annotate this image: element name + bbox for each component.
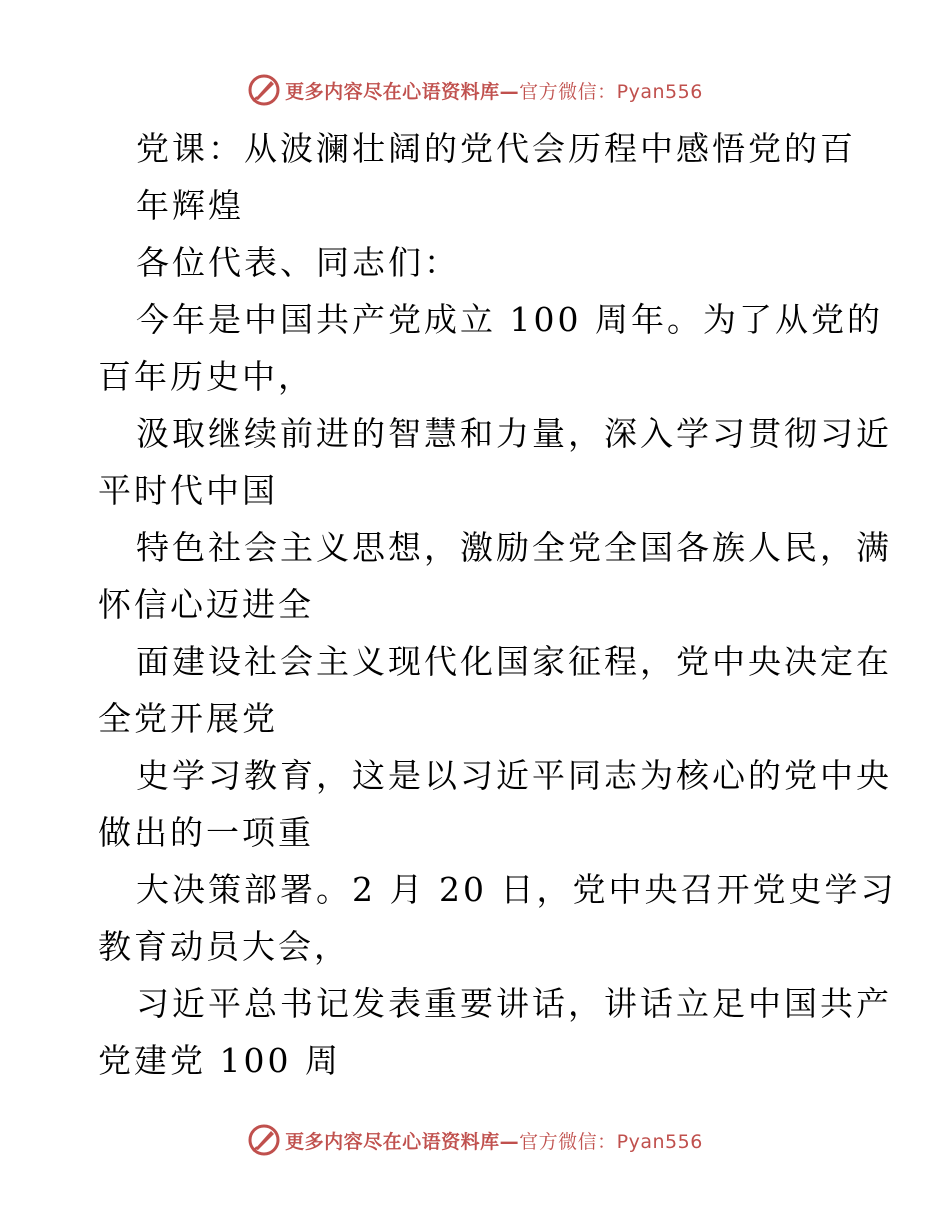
body-line: 百年历史中， — [98, 357, 314, 396]
banner-dash: — — [499, 80, 520, 103]
banner-wechat-text: 官方微信：Pyan556 — [519, 1130, 703, 1153]
quill-logo-icon — [247, 73, 281, 107]
document-body — [98, 120, 897, 1089]
body-line: 全党开展党 — [98, 699, 278, 738]
body-line: 做出的一项重 — [98, 813, 314, 852]
document-title-line-1: 党课：从波澜壮阔的党代会历程中感悟党的百 — [136, 129, 856, 168]
body-line: 平时代中国 — [98, 471, 278, 510]
banner-text — [285, 1127, 703, 1154]
header-banner — [0, 70, 950, 110]
body-line: 今年是中国共产党成立 100 周年。为了从党的 — [136, 300, 883, 339]
body-line: 习近平总书记发表重要讲话，讲话立足中国共产 — [136, 984, 892, 1023]
quill-logo-icon — [247, 1123, 281, 1157]
greeting: 各位代表、同志们： — [136, 243, 460, 282]
banner-text — [285, 77, 703, 104]
body-line: 汲取继续前进的智慧和力量，深入学习贯彻习近 — [136, 414, 892, 453]
banner-site-text: 更多内容尽在心语资料库 — [285, 1130, 500, 1153]
body-paragraph — [98, 291, 897, 1089]
document-title-line-2: 年辉煌 — [136, 186, 244, 225]
body-line: 史学习教育，这是以习近平同志为核心的党中央 — [136, 756, 892, 795]
body-line: 怀信心迈进全 — [98, 585, 314, 624]
body-line: 面建设社会主义现代化国家征程，党中央决定在 — [136, 642, 892, 681]
banner-wechat-text: 官方微信：Pyan556 — [519, 80, 703, 103]
body-line: 党建党 100 周 — [98, 1041, 341, 1080]
banner-dash: — — [499, 1130, 520, 1153]
body-line: 大决策部署。2 月 20 日，党中央召开党史学习 — [136, 870, 897, 909]
body-line: 教育动员大会， — [98, 927, 350, 966]
body-line: 特色社会主义思想，激励全党全国各族人民，满 — [136, 528, 892, 567]
banner-site-text: 更多内容尽在心语资料库 — [285, 80, 500, 103]
footer-banner — [0, 1120, 950, 1160]
